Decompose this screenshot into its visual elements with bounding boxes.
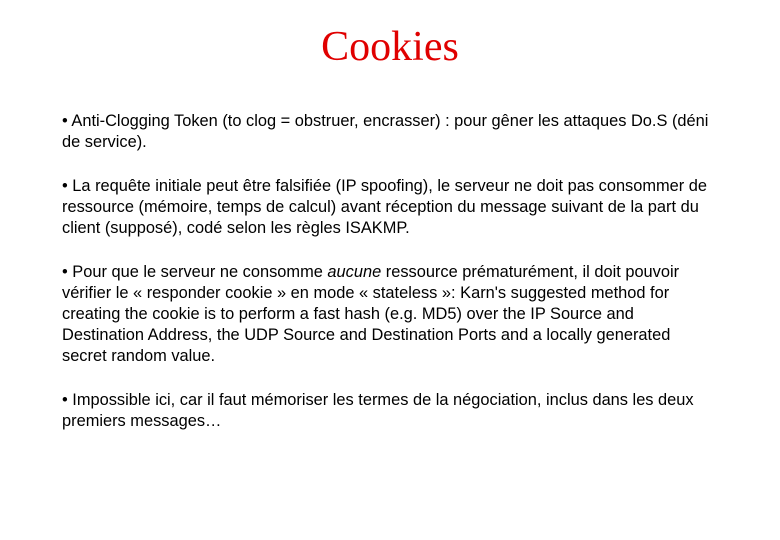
bullet-text-emphasis: aucune xyxy=(327,263,382,281)
bullet-marker: • xyxy=(62,112,72,130)
bullet-marker: • xyxy=(62,177,73,195)
bullet-item-responder-cookie xyxy=(62,262,712,367)
bullet-text: Impossible ici, car il faut mémoriser les termes de la négociation, inclus dans les deux premiers messages… xyxy=(62,391,694,430)
bullet-text: La requête initiale peut être falsifiée (IP spoofing), le serveur ne doit pas consommer de ressource (mémoire, temps de calcul) avant réception du message suivant de la part du client (supposé), codé selon les règles ISAKMP. xyxy=(62,177,708,237)
bullet-marker: • xyxy=(62,263,73,281)
bullet-text: Anti-Clogging Token (to clog = obstruer, encrasser) : pour gêner les attaques Do.S (déni de service). xyxy=(62,112,709,151)
bullet-marker: • xyxy=(62,391,73,409)
bullet-list xyxy=(62,111,712,455)
bullet-item-ip-spoofing xyxy=(62,176,712,239)
bullet-text-after: ressource prématurément, il doit pouvoir vérifier le « responder cookie » en mode « stateless »: Karn's suggested method for creating the cookie is to perform a fast hash (e.g. MD5) over the IP Source and Destination Address, the UDP Source and Destination Ports and a locally generated secret random value. xyxy=(62,263,680,365)
bullet-item-anti-clogging xyxy=(62,111,712,153)
slide-title: Cookies xyxy=(321,24,459,70)
bullet-text-before: Pour que le serveur ne consomme xyxy=(72,263,328,281)
bullet-item-impossible xyxy=(62,390,712,432)
